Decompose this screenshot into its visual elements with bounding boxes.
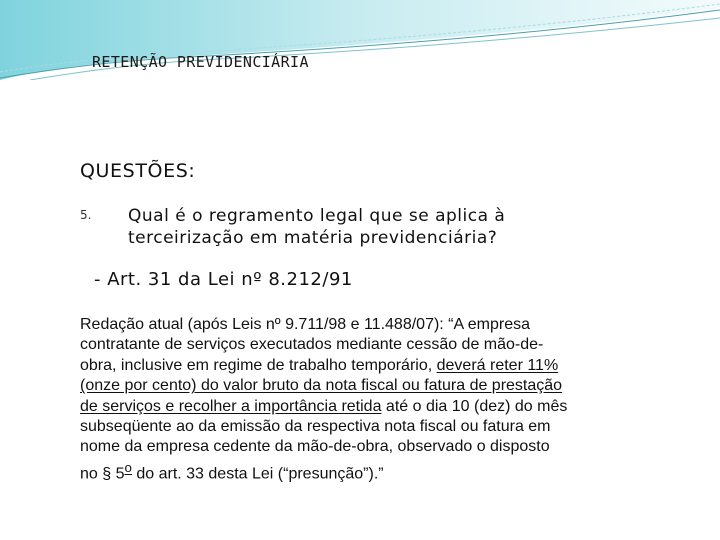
answer-body-part3: até o dia 10 (dez) do mês subseqüente ao da emissão da respectiva nota fiscal ou fatura em nome da empresa cedente da mão-de-obra, observado o disposto no § 5 — [80, 397, 568, 483]
answer-citation: - Art. 31 da Lei nº 8.212/91 — [94, 269, 353, 290]
answer-body — [80, 315, 570, 485]
answer-body-part1: Redação atual (após Leis nº 9.711/98 e 11.488/07): “A empresa contratante de serviços executados mediante cessão de mão-de-obra, inclusive em regime de trabalho temporário, — [80, 316, 544, 374]
answer-body-part4: do art. 33 desta Lei (“presunção”).” — [131, 465, 384, 483]
answer-body-superscript: o — [124, 459, 132, 475]
slide-title: RETENÇÃO PREVIDENCIÁRIA — [92, 53, 309, 71]
answer-body-underlined: deverá reter 11% (onze por cento) do valor bruto da nota fiscal ou fatura de prestação de serviços e recolher a importância retida — [80, 356, 563, 415]
section-heading: QUESTÕES: — [80, 160, 196, 182]
question-number: 5. — [80, 208, 92, 222]
question-text: Qual é o regramento legal que se aplica à terceirização em matéria previdenciária? — [128, 206, 506, 248]
